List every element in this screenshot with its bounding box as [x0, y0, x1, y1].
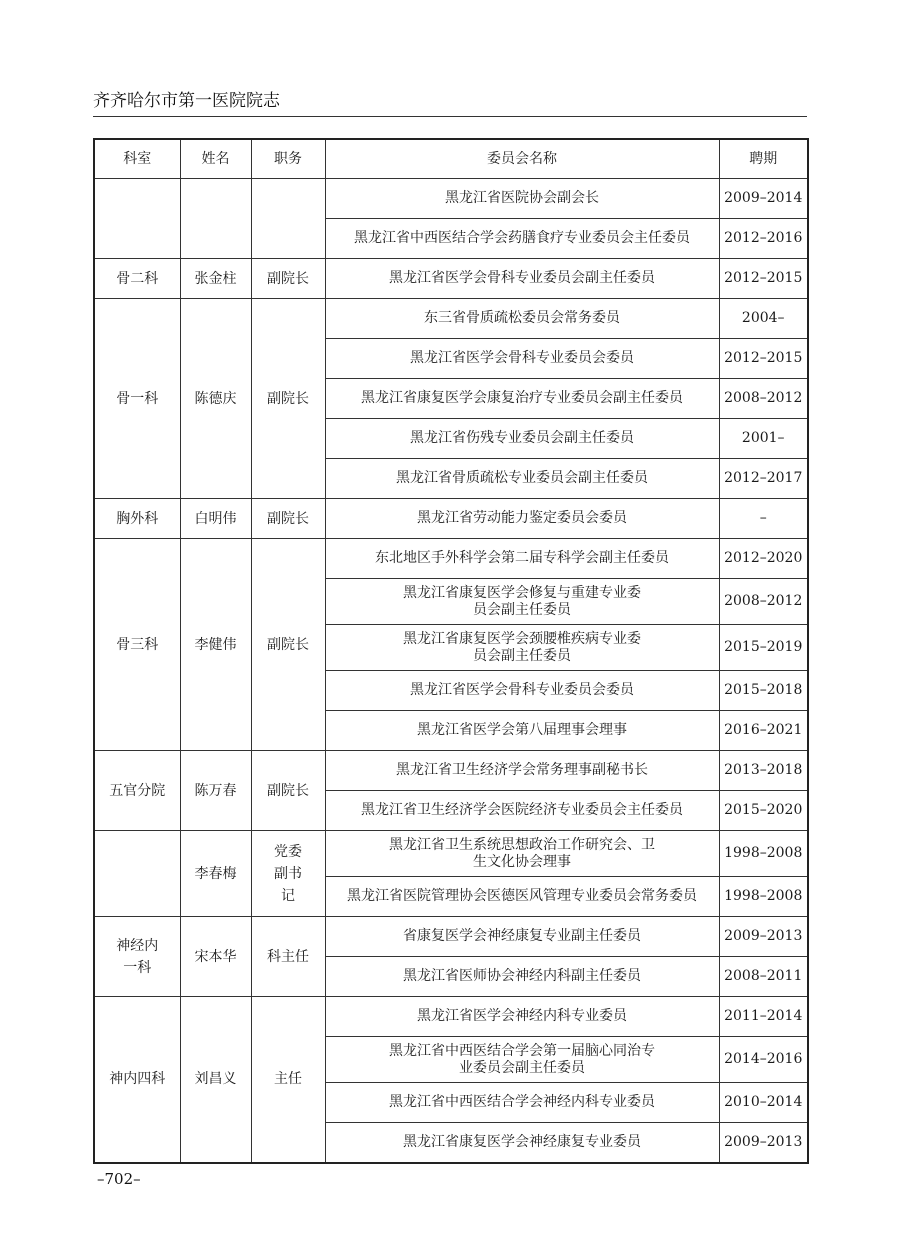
table-header-row	[94, 139, 808, 179]
name-cell-text: 陈德庆	[194, 390, 237, 407]
term-cell: 2015–2019	[719, 625, 808, 671]
name-cell	[180, 917, 251, 997]
committee-name: 黑龙江省康复医学会康复治疗专业委员会副主任委员	[361, 390, 683, 406]
committee-cell	[325, 179, 719, 219]
committee-name: 黑龙江省康复医学会修复与重建专业委员会副主任委员	[403, 584, 641, 618]
position-cell-text: 副院长	[267, 270, 309, 287]
name-cell	[180, 997, 251, 1163]
committee-name: 黑龙江省医师协会神经内科副主任委员	[403, 968, 641, 984]
dept-cell-text: 骨二科	[116, 270, 159, 287]
committee-cell	[325, 1037, 719, 1083]
dept-cell	[94, 997, 180, 1163]
committee-name: 黑龙江省康复医学会神经康复专业委员	[403, 1133, 641, 1150]
committee-cell	[325, 339, 719, 379]
term-cell: 2012–2015	[719, 339, 808, 379]
committee-cell	[325, 539, 719, 579]
dept-cell-text: 骨三科	[116, 636, 159, 653]
committee-name: 黑龙江省骨质疏松专业委员会副主任委员	[396, 470, 648, 486]
committee-cell	[325, 579, 719, 625]
term-cell: 2009–2014	[719, 179, 808, 219]
dept-cell	[94, 831, 180, 917]
committee-cell	[325, 711, 719, 751]
term-cell: 2015–2018	[719, 671, 808, 711]
committee-name: 黑龙江省中西医结合学会药膳食疗专业委员会主任委员	[354, 230, 690, 246]
term-cell: 1998–2008	[719, 831, 808, 877]
term-cell: 2008–2012	[719, 579, 808, 625]
position-cell-text: 副院长	[267, 782, 309, 799]
committee-cell	[325, 671, 719, 711]
term-cell: 2001–	[719, 419, 808, 459]
committee-cell	[325, 1123, 719, 1163]
column-header-position: 职务	[251, 139, 325, 179]
term-cell: 2013–2018	[719, 751, 808, 791]
dept-cell-text: 骨一科	[116, 390, 159, 407]
committee-cell	[325, 219, 719, 259]
column-header-dept: 科室	[94, 139, 180, 179]
table-row	[94, 917, 808, 957]
term-cell: 2012–2017	[719, 459, 808, 499]
page-number: –702–	[97, 1170, 141, 1188]
dept-cell	[94, 179, 180, 259]
committee-cell	[325, 997, 719, 1037]
dept-cell	[94, 917, 180, 997]
committee-cell	[325, 877, 719, 917]
table-row	[94, 179, 808, 219]
term-cell: 2015–2020	[719, 791, 808, 831]
committee-name: 黑龙江省医学会骨科专业委员会副主任委员	[389, 270, 655, 286]
name-cell	[180, 751, 251, 831]
position-cell	[251, 179, 325, 259]
committee-name: 东三省骨质疏松委员会常务委员	[424, 310, 620, 326]
committee-cell	[325, 379, 719, 419]
committee-name: 黑龙江省康复医学会颈腰椎疾病专业委员会副主任委员	[403, 630, 641, 664]
committee-cell	[325, 831, 719, 877]
committee-name: 黑龙江省劳动能力鉴定委员会委员	[417, 510, 627, 526]
name-cell-text: 张金柱	[194, 270, 237, 287]
table-row	[94, 539, 808, 579]
column-header-name: 姓名	[180, 139, 251, 179]
committee-name: 黑龙江省卫生经济学会医院经济专业委员会主任委员	[361, 802, 683, 818]
dept-cell-text: 胸外科	[116, 510, 159, 527]
committee-cell	[325, 459, 719, 499]
committee-cell	[325, 299, 719, 339]
position-cell	[251, 997, 325, 1163]
committee-name: 黑龙江省医学会骨科专业委员会委员	[410, 350, 634, 366]
dept-cell	[94, 751, 180, 831]
position-cell	[251, 917, 325, 997]
committee-cell	[325, 791, 719, 831]
committee-cell	[325, 419, 719, 459]
name-cell	[180, 539, 251, 751]
name-cell-text: 李春梅	[194, 865, 237, 882]
table-body	[94, 179, 808, 1163]
committee-name: 黑龙江省伤残专业委员会副主任委员	[410, 430, 634, 446]
dept-cell	[94, 259, 180, 299]
name-cell	[180, 259, 251, 299]
name-cell	[180, 299, 251, 499]
position-cell	[251, 539, 325, 751]
committee-name: 省康复医学会神经康复专业副主任委员	[403, 928, 641, 944]
committee-name: 黑龙江省医学会神经内科专业委员	[417, 1008, 627, 1024]
name-cell-text: 刘昌义	[194, 1071, 237, 1088]
term-cell: 2004–	[719, 299, 808, 339]
term-cell: 2008–2012	[719, 379, 808, 419]
position-cell-text: 副院长	[267, 510, 309, 527]
position-cell	[251, 299, 325, 499]
dept-cell-text: 神内四科	[109, 1071, 166, 1088]
table-row	[94, 831, 808, 877]
column-header-committee: 委员会名称	[325, 139, 719, 179]
name-cell	[180, 831, 251, 917]
header-rule	[93, 116, 807, 117]
term-cell: 2012–2015	[719, 259, 808, 299]
position-cell	[251, 831, 325, 917]
name-cell-text: 白明伟	[194, 510, 237, 527]
table-row	[94, 299, 808, 339]
table-row	[94, 997, 808, 1037]
running-head-title: 齐齐哈尔市第一医院院志	[93, 91, 280, 111]
name-cell	[180, 179, 251, 259]
committee-name: 黑龙江省卫生系统思想政治工作研究会、卫生文化协会理事	[389, 836, 655, 870]
name-cell-text: 宋本华	[194, 948, 237, 965]
term-cell: 2014–2016	[719, 1037, 808, 1083]
table-row	[94, 499, 808, 539]
dept-cell-text: 五官分院	[109, 782, 166, 799]
term-cell: 1998–2008	[719, 877, 808, 917]
position-cell-text: 党委副书记	[273, 843, 302, 904]
committee-cell	[325, 751, 719, 791]
committee-roster-table	[93, 138, 809, 1164]
committee-cell	[325, 499, 719, 539]
term-cell: 2016–2021	[719, 711, 808, 751]
committee-name: 黑龙江省医院协会副会长	[445, 190, 599, 206]
dept-cell-text: 神经内一科	[116, 937, 159, 976]
table-row	[94, 751, 808, 791]
committee-name: 黑龙江省中西医结合学会第一届脑心同治专业委员会副主任委员	[389, 1042, 655, 1076]
term-cell: –	[719, 499, 808, 539]
term-cell: 2011–2014	[719, 997, 808, 1037]
table-row	[94, 259, 808, 299]
dept-cell	[94, 499, 180, 539]
committee-name: 黑龙江省医学会第八届理事会理事	[417, 722, 627, 738]
position-cell-text: 科主任	[267, 948, 309, 965]
committee-name: 黑龙江省卫生经济学会常务理事副秘书长	[396, 762, 648, 778]
name-cell-text: 陈万春	[194, 782, 237, 799]
term-cell: 2008–2011	[719, 957, 808, 997]
term-cell: 2009–2013	[719, 917, 808, 957]
position-cell	[251, 499, 325, 539]
committee-name: 黑龙江省中西医结合学会神经内科专业委员	[389, 1094, 655, 1110]
dept-cell	[94, 539, 180, 751]
term-cell: 2009–2013	[719, 1123, 808, 1163]
name-cell-text: 李健伟	[194, 636, 237, 653]
name-cell	[180, 499, 251, 539]
position-cell	[251, 259, 325, 299]
term-cell: 2010–2014	[719, 1083, 808, 1123]
committee-name: 黑龙江省医院管理协会医德医风管理专业委员会常务委员	[347, 888, 697, 904]
committee-cell	[325, 1083, 719, 1123]
committee-cell	[325, 957, 719, 997]
committee-cell	[325, 259, 719, 299]
position-cell-text: 主任	[274, 1071, 302, 1088]
position-cell	[251, 751, 325, 831]
term-cell: 2012–2016	[719, 219, 808, 259]
committee-cell	[325, 625, 719, 671]
position-cell-text: 副院长	[267, 636, 309, 653]
committee-name: 黑龙江省医学会骨科专业委员会委员	[410, 682, 634, 698]
committee-name: 东北地区手外科学会第二届专科学会副主任委员	[375, 550, 669, 566]
term-cell: 2012–2020	[719, 539, 808, 579]
dept-cell	[94, 299, 180, 499]
position-cell-text: 副院长	[267, 390, 309, 407]
committee-cell	[325, 917, 719, 957]
column-header-term: 聘期	[719, 139, 808, 179]
